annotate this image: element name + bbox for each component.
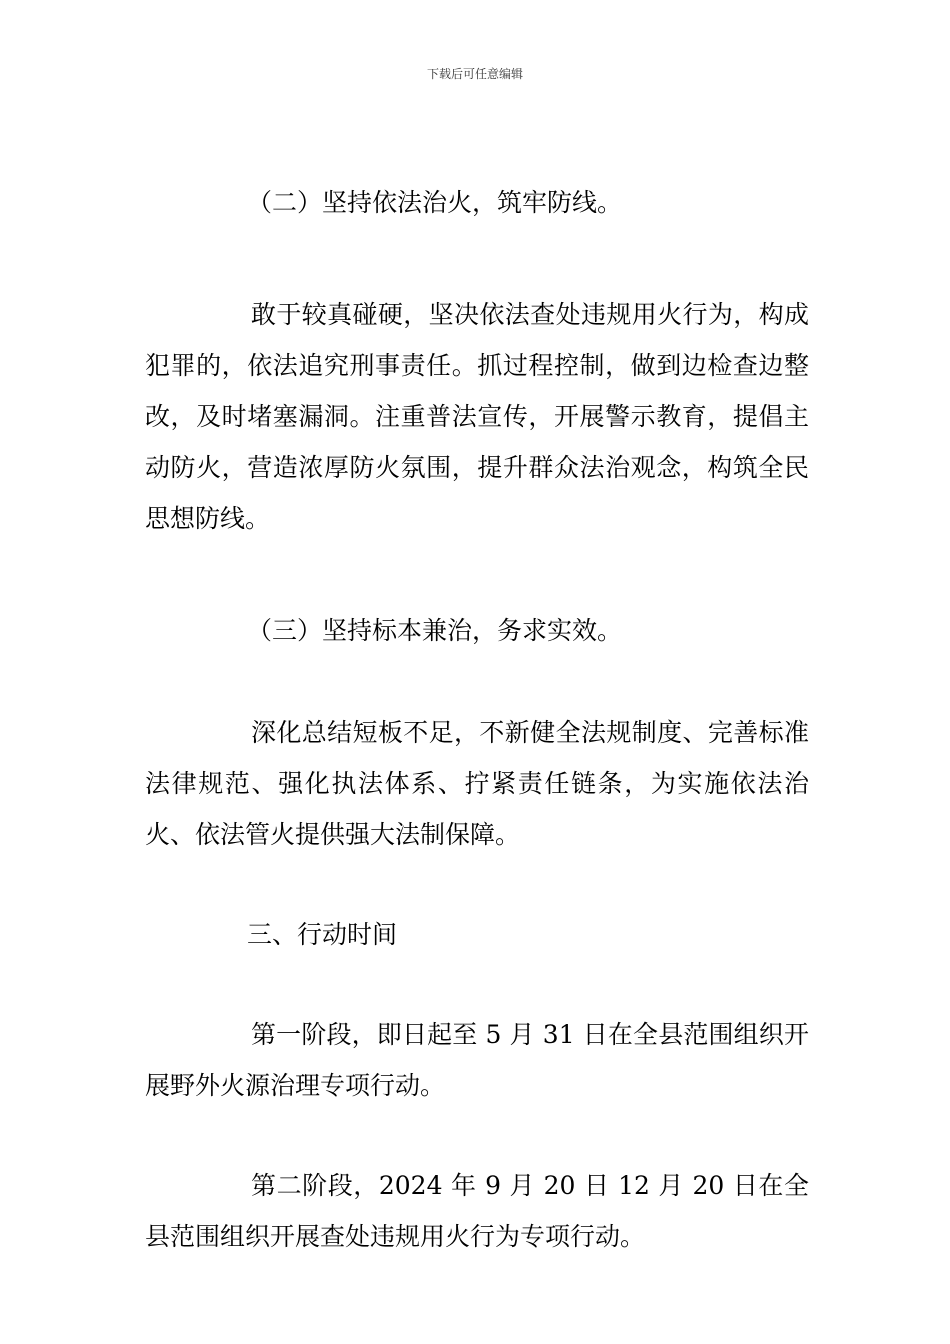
stage-1-paragraph: 第一阶段，即日起至 5 月 31 日在全县范围组织开展野外火源治理专项行动。 — [145, 1020, 809, 1100]
section-2-paragraph: 敢于较真碰硬，坚决依法查处违规用火行为，构成犯罪的，依法追究刑事责任。抓过程控制，做到边检查边整改，及时堵塞漏洞。注重普法宣传，开展警示教育，提倡主动防火，营造浓厚防火氛围，提升群众法治观念，构筑全民思想防线。 — [145, 300, 809, 533]
header-note: 下载后可任意编辑 — [426, 67, 523, 81]
section-2-heading: （二）坚持依法治火，筑牢防线。 — [247, 188, 623, 217]
document-body — [145, 177, 809, 1262]
section-3-heading: （三）坚持标本兼治，务求实效。 — [247, 616, 623, 645]
stage-2-paragraph: 第二阶段，2024 年 9 月 20 日 12 月 20 日在全县范围组织开展查处违规用火行为专项行动。 — [145, 1171, 809, 1251]
part-3-heading: 三、行动时间 — [247, 920, 398, 949]
section-3-paragraph: 深化总结短板不足，不新健全法规制度、完善标准法律规范、强化执法体系、拧紧责任链条，为实施依法治火、依法管火提供强大法制保障。 — [145, 718, 809, 849]
